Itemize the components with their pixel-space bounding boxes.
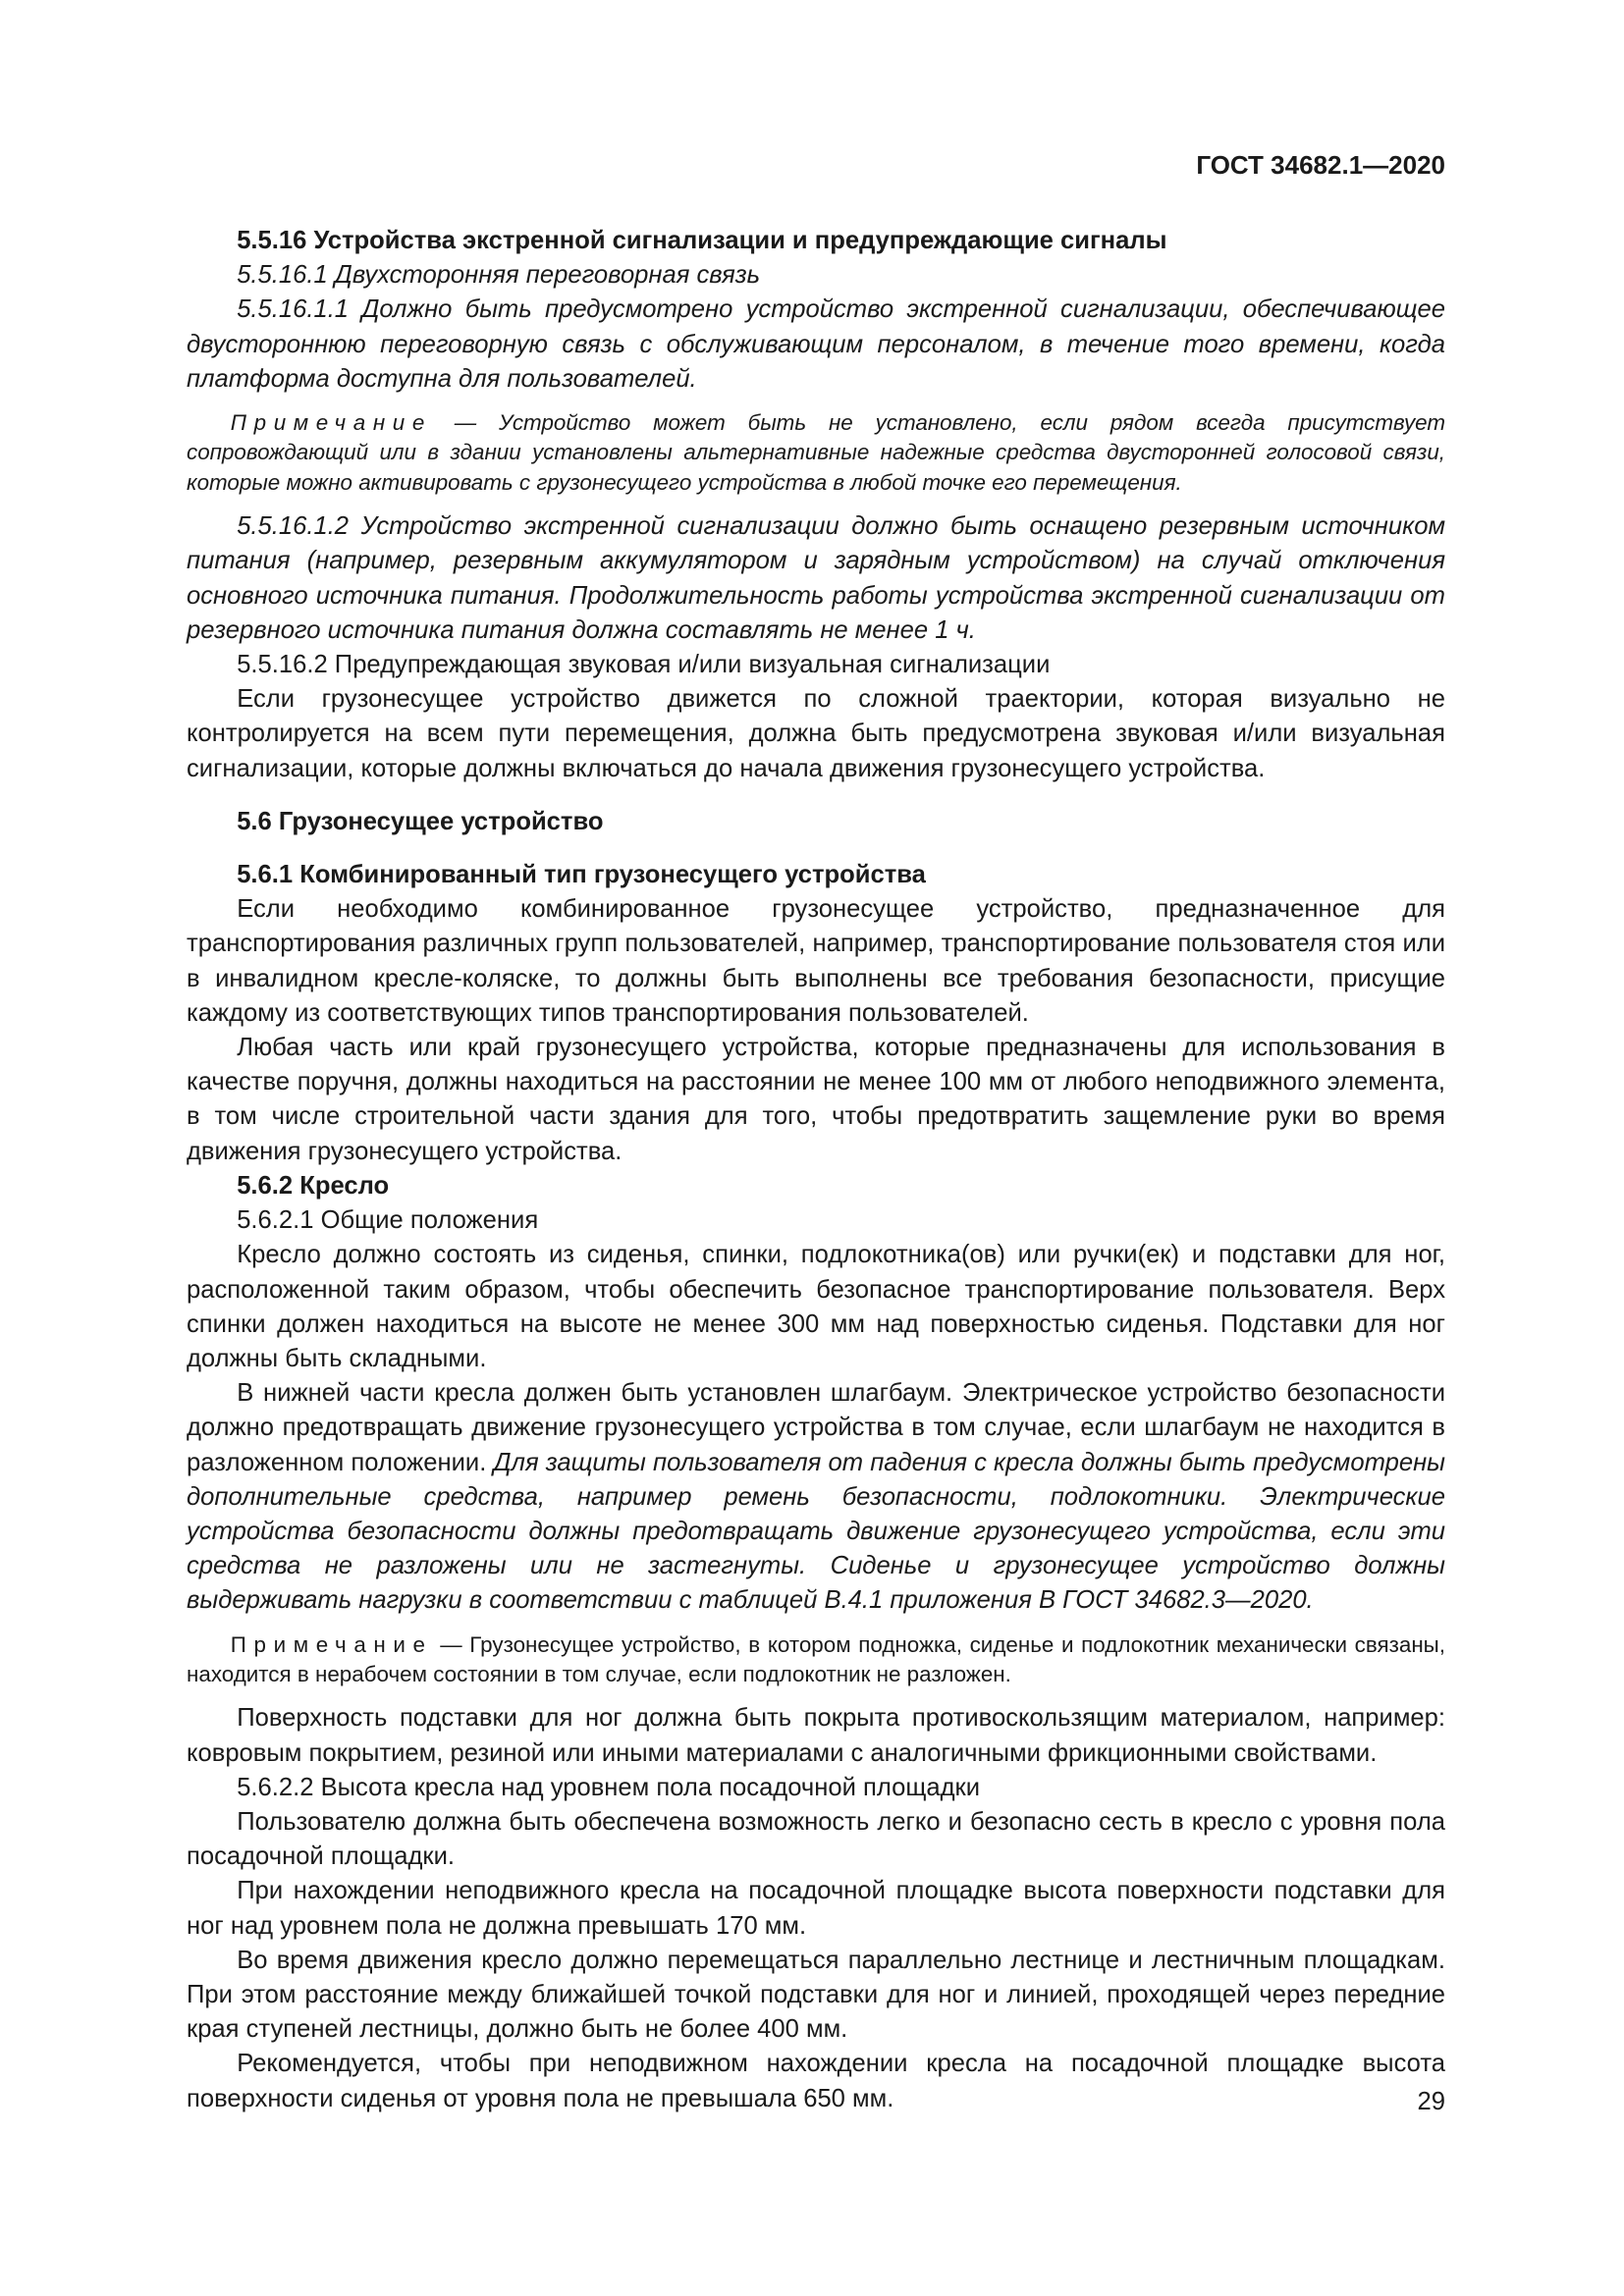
section-5-6-title: 5.6 Грузонесущее устройство [237, 807, 604, 835]
section-5-5-16-1-1-text: 5.5.16.1.1 Должно быть предусмотрено устройство экстренной сигнализации, обеспечивающее двустороннюю переговорную связь с обслуживающим персоналом, в течение того времени, когда платформа доступна для пользователей. [187, 295, 1445, 393]
section-5-6-2-1-paragraph-3: Поверхность подставки для ног должна быть покрыта противоскользящим материалом, например: ковровым покрытием, резиной или иными материалами с аналогичными фрикционными свойствами. [187, 1704, 1445, 1767]
paragraph-2-regular: В нижней части кресла должен быть установлен шлагбаум. Электрическое устройство безопасности должно предотвращать движение грузонесущего устройства в том случае, если шлагбаум не находится в разложенном положении. [187, 1379, 1445, 1476]
section-5-5-16-title: 5.5.16 Устройства экстренной сигнализации и предупреждающие сигналы [237, 227, 1167, 254]
note-1 [187, 408, 1445, 498]
section-5-6-2-title: 5.6.2 Кресло [237, 1171, 390, 1200]
document-body [187, 224, 1445, 2116]
section-5-5-16-2-text: Если грузонесущее устройство движется по сложной траектории, которая визуально не контролируется на всем пути перемещения, должна быть предусмотрена звуковая и/или визуальная сигнализации, которые должны включаться до начала движения грузонесущего устройства. [187, 685, 1445, 782]
section-5-6-1-paragraph-1: Если необходимо комбинированное грузонесущее устройство, предназначенное для транспортирования различных групп пользователей, например, транспортирование пользователя стоя или в инвалидном кресле-коляске, то должны быть выполнены все требования безопасности, присущие каждому из соответствующих типов транспортирования пользователей. [187, 895, 1445, 1027]
page-number: 29 [1417, 2088, 1445, 2115]
section-5-6-1-title: 5.6.1 Комбинированный тип грузонесущего устройства [237, 861, 926, 889]
section-5-6-2-2-paragraph-1: Пользователю должна быть обеспечена возможность легко и безопасно сесть в кресло с уровня пола посадочной площадки. [187, 1807, 1445, 1871]
section-5-6-1-paragraph-2: Любая часть или край грузонесущего устройства, которые предназначены для использования в качестве поручня, должны находиться на расстоянии не менее 100 мм от любого неподвижного элемента, в том числе строительной части здания для того, чтобы предотвратить защемление руки во время движения грузонесущего устройства. [187, 1034, 1445, 1165]
section-5-5-16-1-2-text: 5.5.16.1.2 Устройство экстренной сигнализации должно быть оснащено резервным источником питания (например, резервным аккумулятором и зарядным устройством) на случай отключения основного источника питания. Продолжительность работы устройства экстренной сигнализации от резервного источника питания должна составлять не менее 1 ч. [187, 512, 1445, 644]
standard-header: ГОСТ 34682.1—2020 [1196, 150, 1445, 180]
section-5-6-2-1-title: 5.6.2.1 Общие положения [237, 1206, 539, 1235]
note-1-text: — Устройство может быть не установлено, если рядом всегда присутствует сопровождающий или в здании установлены альтернативные надежные средства двусторонней голосовой связи, которые можно активировать с грузонесущего устройства в любой точке его перемещения. [187, 410, 1445, 495]
section-5-5-16-1-title: 5.5.16.1 Двухсторонняя переговорная связь [237, 261, 761, 290]
note-2 [187, 1630, 1445, 1690]
note-2-text: — Грузонесущее устройство, в котором подножка, сиденье и подлокотник механически связаны, находится в нерабочем состоянии в том случае, если подлокотник не разложен. [187, 1631, 1445, 1686]
paragraph-2-italic: Для защиты пользователя от падения с кресла должны быть предусмотрены дополнительные средства, например ремень безопасности, подлокотники. Электрические устройства безопасности должны предотвращать движение грузонесущего устройства, если эти средства не разложены или не застегнуты. Сиденье и грузонесущее устройство должны выдерживать нагрузки в соответствии с таблицей В.4.1 приложения В ГОСТ 34682.3—2020. [187, 1448, 1445, 1615]
section-5-6-2-2-paragraph-3: Во время движения кресло должно перемещаться параллельно лестнице и лестничным площадкам. При этом расстояние между ближайшей точкой подставки для ног и линией, проходящей через передние края ступеней лестницы, должно быть не более 400 мм. [187, 1946, 1445, 2044]
note-2-label: Примечание [230, 1631, 433, 1657]
section-5-6-2-1-paragraph-2 [187, 1376, 1445, 1618]
section-5-6-2-2-paragraph-2: При нахождении неподвижного кресла на посадочной площадке высота поверхности подставки для ног над уровнем пола не должна превышать 170 мм. [187, 1877, 1445, 1940]
note-1-label: Примечание [230, 410, 432, 436]
section-5-6-2-2-paragraph-4: Рекомендуется, чтобы при неподвижном нахождении кресла на посадочной площадке высота поверхности сиденья от уровня пола не превышала 650 мм. [187, 2050, 1445, 2112]
section-5-6-2-2-title: 5.6.2.2 Высота кресла над уровнем пола посадочной площадки [237, 1773, 981, 1801]
section-5-5-16-2-title: 5.5.16.2 Предупреждающая звуковая и/или визуальная сигнализации [237, 651, 1051, 679]
section-5-6-2-1-paragraph-1: Кресло должно состоять из сиденья, спинки, подлокотника(ов) или ручки(ек) и подставки для ног, расположенной таким образом, чтобы обеспечить безопасное транспортирование пользователя. Верх спинки должен находиться на высоте не менее 300 мм над поверхностью сиденья. Подставки для ног должны быть складными. [187, 1241, 1445, 1372]
